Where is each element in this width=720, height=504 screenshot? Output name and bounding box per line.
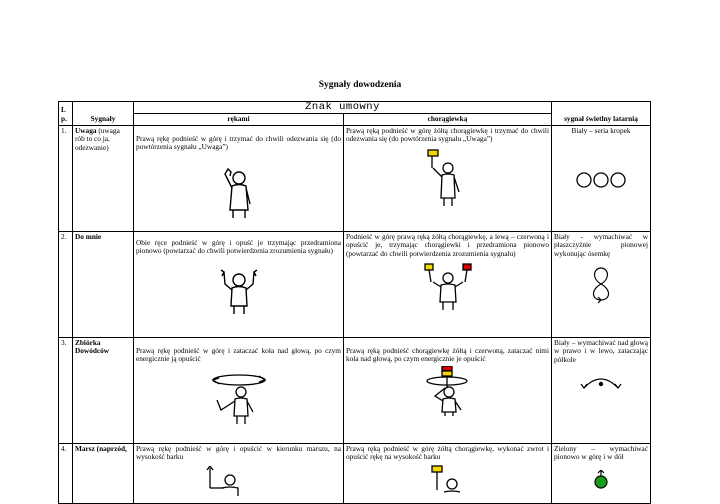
figure-flags-circling-icon [423, 366, 473, 416]
document-title: Sygnały dowodzenia [318, 80, 402, 90]
figure-one-arm-up-icon [219, 166, 259, 218]
light-description: Biały – wymachiwać nad głową w prawo i w lewo, zataczając półkole [552, 337, 651, 443]
table-row [59, 125, 651, 231]
figure-flag-marching-icon [428, 464, 468, 494]
signal-name: Zbiórka Dowódców [73, 337, 134, 443]
row-number: 1. [59, 125, 73, 231]
header-hands: rękami [134, 114, 344, 126]
header-flag: chorągiewką [344, 114, 552, 126]
flag-description: Prawą ręką podnieść w górę żółtą chorągiewkę, wykonać zwrot i opuścić rękę na wysokość barku [344, 443, 552, 503]
green-lamp-icon [593, 470, 609, 490]
semicircle-arrows-icon [578, 372, 624, 394]
signal-name: Marsz (naprzód, [73, 443, 134, 503]
row-number: 2. [59, 231, 73, 337]
hands-description: Prawą rękę podnieść w górę i trzymać do chwili odezwania się (do powtórzenia sygnału „Uwaga”) [134, 125, 344, 231]
table-row [59, 337, 651, 443]
signal-name: Uwaga (uwaga rób to co ja, odezwanie) [73, 125, 134, 231]
three-circles-icon [575, 171, 627, 189]
signals-table [58, 101, 651, 504]
figure-two-arms-up-icon [217, 266, 261, 314]
header-conventional-sign: Znak umowny [134, 102, 552, 114]
flag-description: Podnieść w górę prawą ręką żółtą chorągiewkę, a lewą – czerwoną i opuścić je, trzymając chorągiewki i przedramiona pionowo (powtarzać do chwili potwierdzenia zrozumienia sygnału) [344, 231, 552, 337]
figure-two-flags-up-icon [423, 262, 473, 310]
light-description: Zielony – wymachiwać pionowo w górę i w dół [552, 443, 651, 503]
flag-description: Prawą ręką podnieść w górę żółtą chorągiewkę i trzymać do chwili odezwania się (do powtórzenia sygnału „Uwaga”) [344, 125, 552, 231]
table-row [59, 443, 651, 503]
figure-marching-icon [200, 466, 250, 496]
hands-description: Obie ręce podnieść w górę i opuść je trzymając przedramiona pionowo (powtarzać do chwili potwierdzenia zrozumienia sygnału) [134, 231, 344, 337]
row-number: 4. [59, 443, 73, 503]
flag-description: Prawą ręką podnieść chorągiewkę żółtą i czerwoną, zataczać nimi koła nad głową, po czym energicznie je opuścić [344, 337, 552, 443]
hands-description: Prawą rękę podnieść w górę i zataczać koła nad głową, po czym energicznie ją opuścić [134, 337, 344, 443]
light-description: Biały – seria kropek [552, 125, 651, 231]
row-number: 3. [59, 337, 73, 443]
hands-description: Prawą rękę podnieść w górę i opuścić w kierunku marszu, na wysokość barku [134, 443, 344, 503]
figure-eight-path-icon [586, 264, 616, 304]
light-description: Biały - wymachiwać w płaszczyźnie pionowej wykonując ósemkę [552, 231, 651, 337]
figure-circling-icon [209, 370, 269, 424]
figure-flag-up-icon [426, 148, 470, 206]
table-row [59, 231, 651, 337]
header-signals: Sygnały [73, 102, 134, 126]
signal-name: Do mnie [73, 231, 134, 337]
header-lp: L p. [59, 102, 73, 126]
header-light-signal: sygnał świetlny latarnią [552, 102, 651, 126]
